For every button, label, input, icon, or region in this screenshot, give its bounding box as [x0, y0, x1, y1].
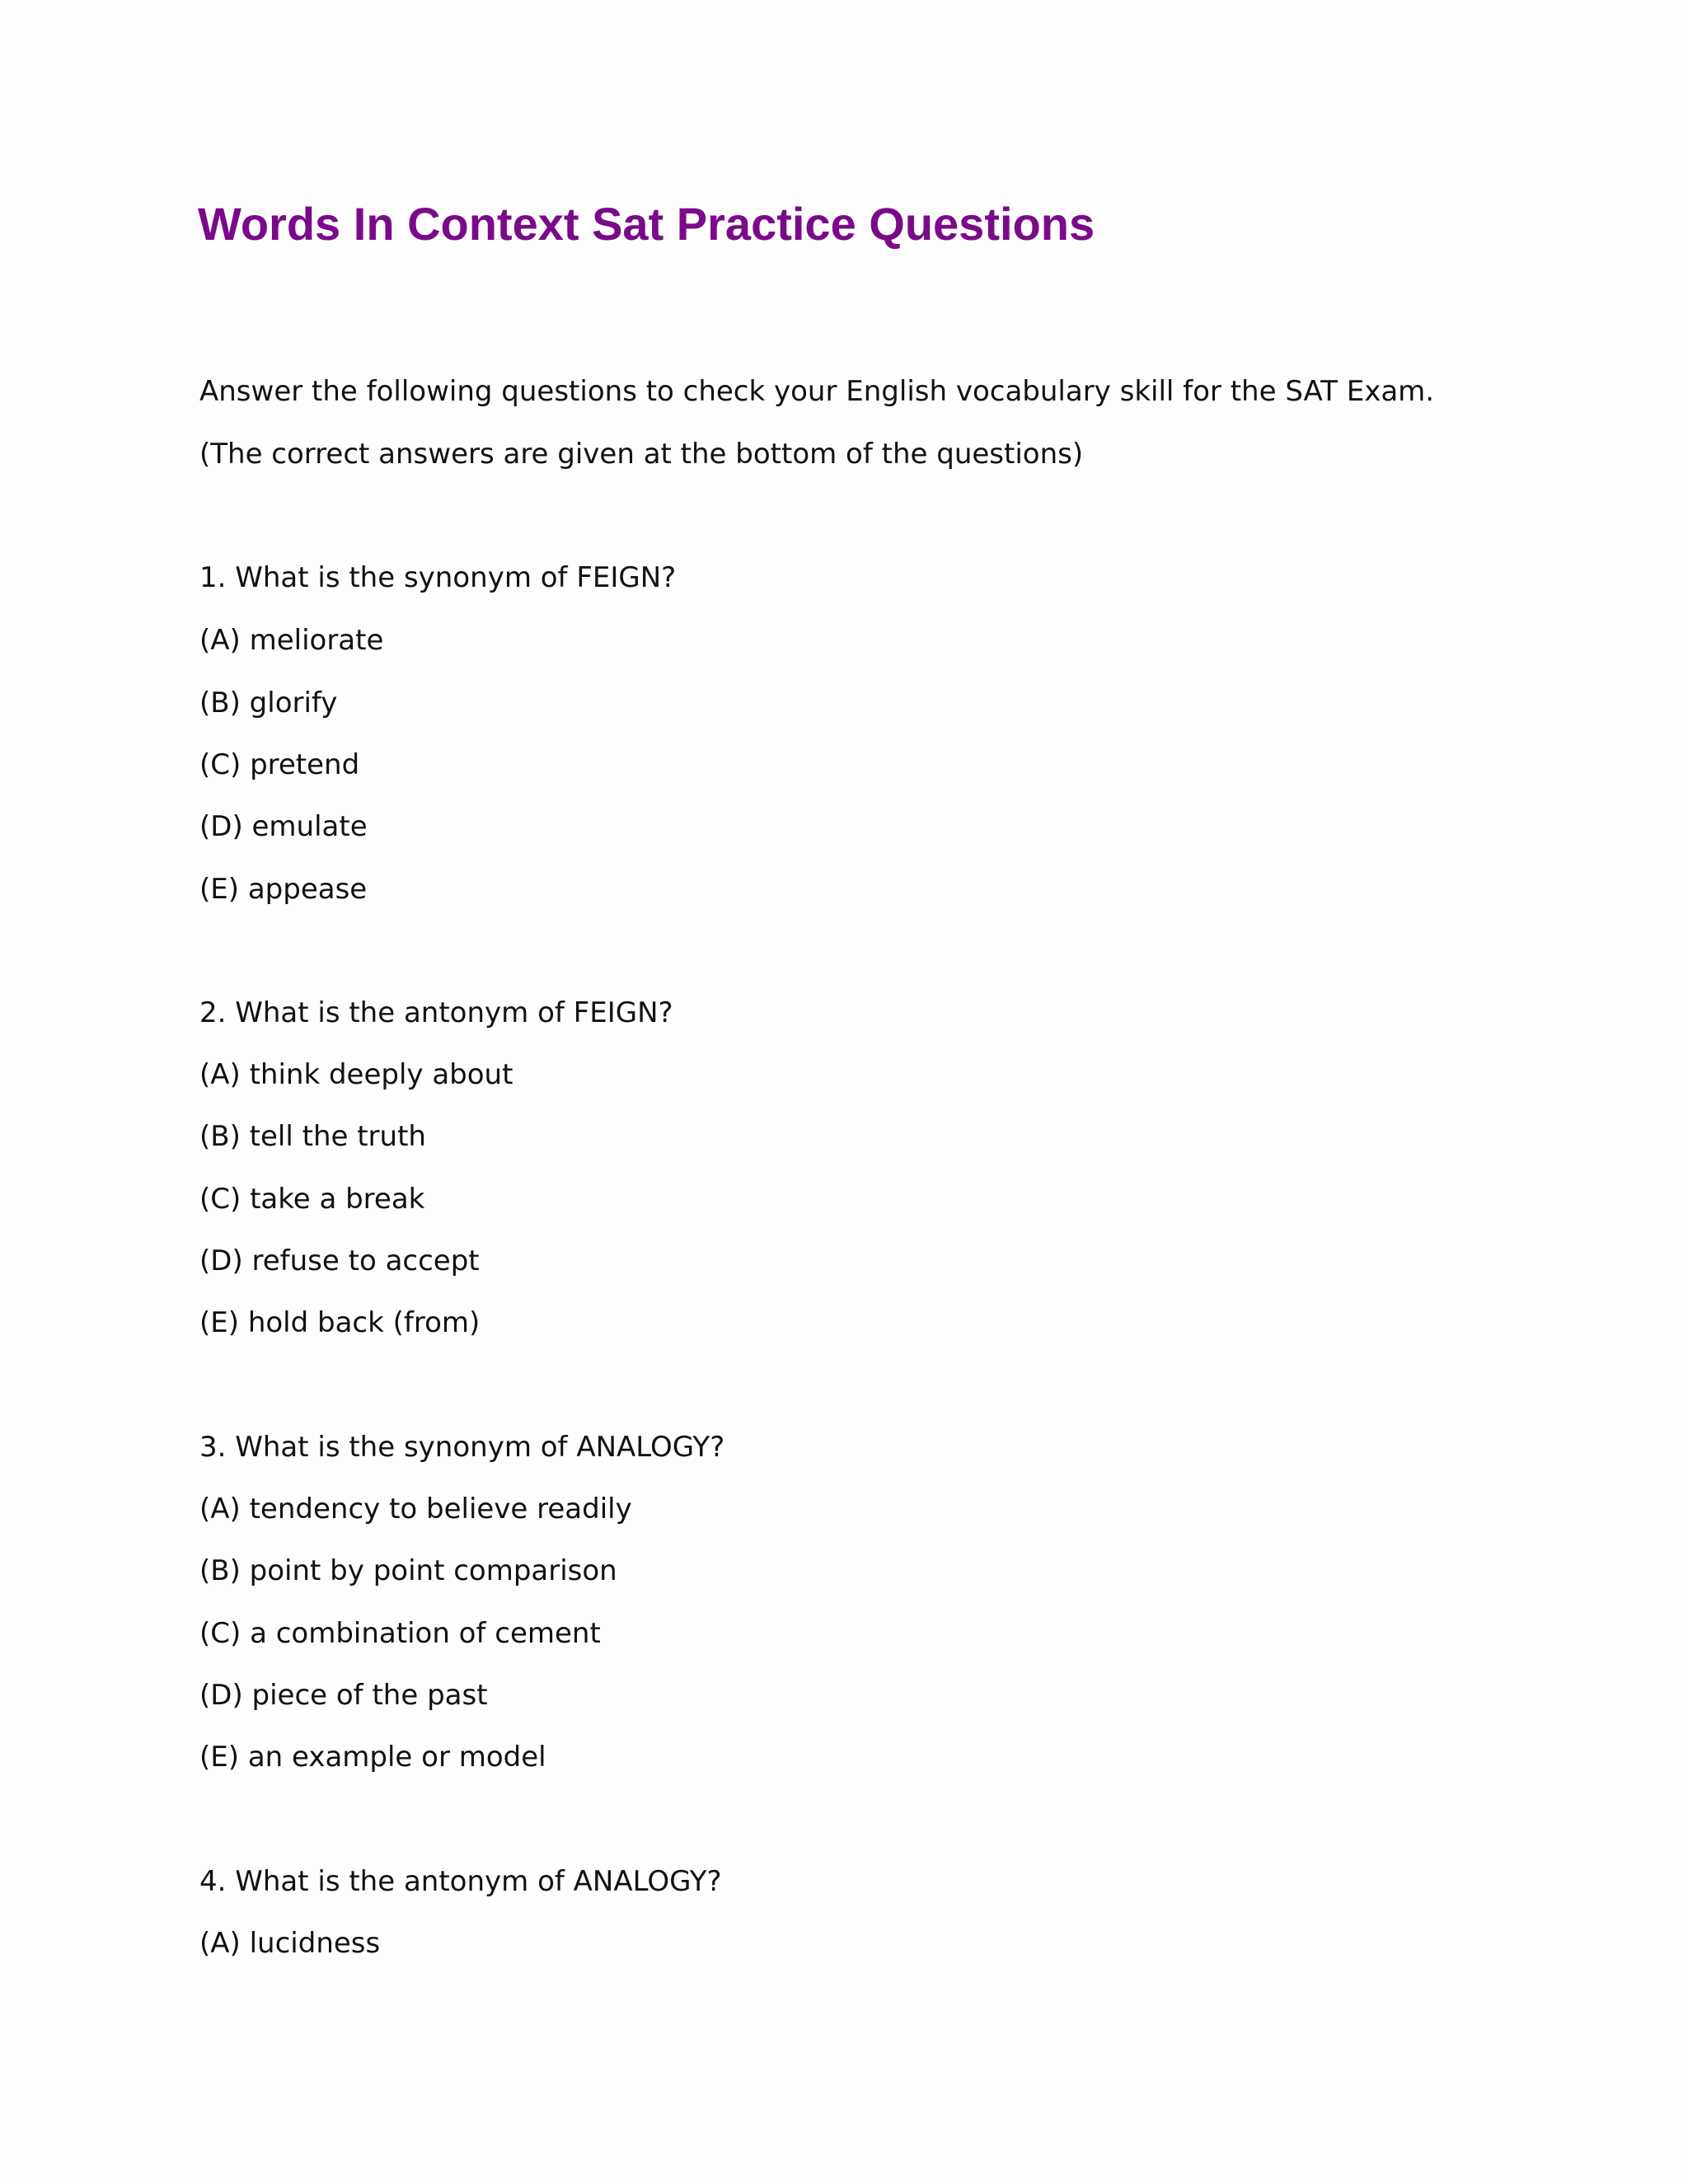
question-1: 1. What is the synonym of FEIGN? — [199, 561, 677, 594]
question-1-option-e: (E) appease — [199, 873, 368, 906]
question-4: 4. What is the antonym of ANALOGY? — [199, 1865, 722, 1898]
question-2-option-e: (E) hold back (from) — [199, 1306, 481, 1339]
question-4-option-a: (A) lucidness — [199, 1927, 381, 1960]
intro-note: (The correct answers are given at the bottom of the questions) — [199, 438, 1084, 471]
question-2-option-d: (D) refuse to accept — [199, 1244, 480, 1277]
question-1-option-b: (B) glorify — [199, 687, 338, 719]
question-3: 3. What is the synonym of ANALOGY? — [199, 1431, 725, 1464]
question-3-option-a: (A) tendency to believe readily — [199, 1493, 632, 1526]
page-title: Words In Context Sat Practice Questions — [198, 198, 1095, 250]
question-3-option-b: (B) point by point comparison — [199, 1554, 617, 1587]
intro-text: Answer the following questions to check your English vocabulary skill for the SAT Exam. — [199, 375, 1435, 408]
question-2-option-b: (B) tell the truth — [199, 1120, 426, 1153]
question-2: 2. What is the antonym of FEIGN? — [199, 996, 673, 1029]
question-2-option-a: (A) think deeply about — [199, 1058, 513, 1091]
question-3-option-e: (E) an example or model — [199, 1741, 546, 1774]
question-1-option-c: (C) pretend — [199, 748, 360, 781]
question-1-option-d: (D) emulate — [199, 810, 368, 843]
question-3-option-c: (C) a combination of cement — [199, 1617, 601, 1650]
question-2-option-c: (C) take a break — [199, 1183, 425, 1216]
question-1-option-a: (A) meliorate — [199, 624, 384, 657]
question-3-option-d: (D) piece of the past — [199, 1679, 488, 1712]
